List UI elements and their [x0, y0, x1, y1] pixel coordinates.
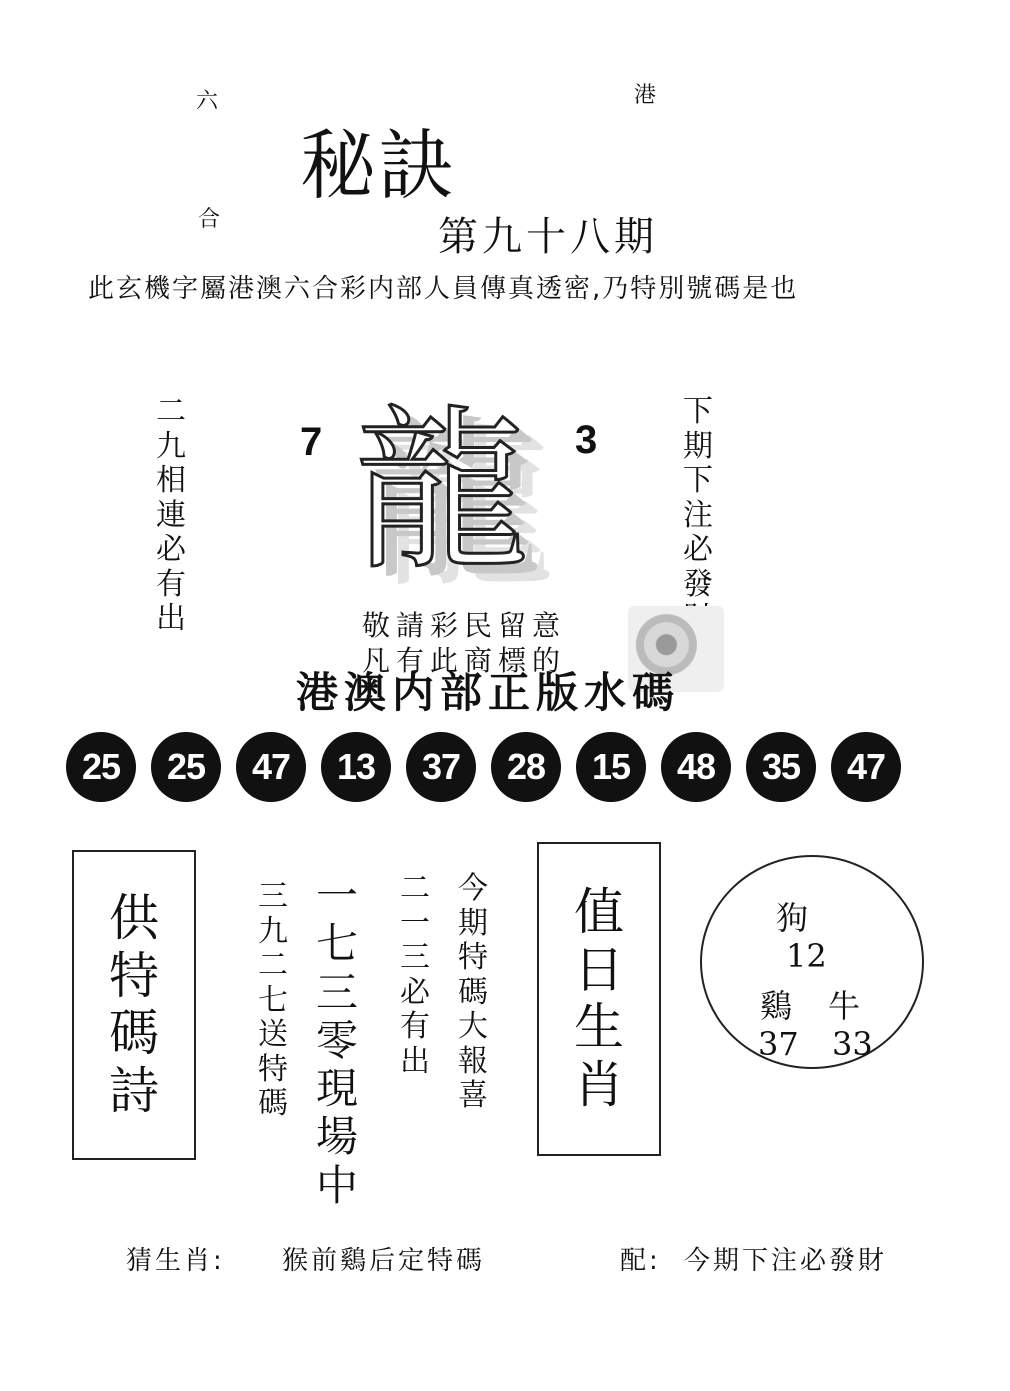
zodiac-title-char: 日: [574, 940, 624, 999]
pair-text: 今期下注必發財: [684, 1246, 888, 1276]
right-char: 期: [683, 428, 713, 464]
zodiac-number: 33: [832, 1025, 873, 1063]
left-char: 二: [156, 394, 186, 429]
poem-char: 特: [258, 1051, 288, 1087]
poem-column-4: [458, 872, 488, 1114]
notice-line: 凡有此商標的: [362, 644, 567, 677]
poem-char: 七: [316, 919, 359, 969]
poem-char: 報: [458, 1043, 488, 1079]
right-char: 注: [683, 497, 713, 533]
poem-column-3: [400, 872, 430, 1079]
dragon-logo-char: 龍: [354, 391, 529, 594]
poem-char: 二: [258, 948, 288, 983]
poem-char: 場: [316, 1112, 359, 1162]
intro-text: 此玄機字屬港澳六合彩内部人員傳真透密,乃特別號碼是也: [88, 274, 799, 304]
corner-char-mid-left: 合: [198, 207, 221, 232]
poem-char: 現: [316, 1064, 359, 1114]
poem-char: 喜: [458, 1078, 488, 1113]
poem-column-1: [258, 880, 288, 1122]
page-title: 秘訣: [300, 121, 456, 210]
poem-column-2: [316, 872, 358, 1210]
number-ball: 15: [576, 732, 646, 802]
poem-char: 零: [316, 1015, 359, 1065]
poem-char: 三: [316, 967, 359, 1017]
poem-char: 二: [400, 871, 430, 906]
number-balls-row: [66, 732, 901, 802]
number-ball: 28: [491, 732, 561, 802]
zodiac-title-char: 生: [574, 998, 624, 1056]
right-digit: 3: [575, 418, 598, 462]
poem-char: 必: [400, 974, 430, 1010]
zodiac-label: 牛: [828, 987, 861, 1025]
poem-title-box: [72, 850, 196, 1160]
zodiac-title-char: 值: [574, 883, 624, 941]
poem-char: 中: [316, 1160, 359, 1210]
issue-number: 第九十八期: [438, 214, 658, 260]
number-ball: 48: [661, 732, 731, 802]
pair-label: 配:: [620, 1246, 661, 1276]
poem-title-char: 碼: [109, 1004, 159, 1062]
number-ball: 35: [746, 732, 816, 802]
poem-char: 出: [400, 1043, 430, 1079]
zodiac-circle: [700, 855, 924, 1069]
zodiac-number: 37: [758, 1025, 799, 1063]
poem-char: 碼: [458, 974, 488, 1010]
zodiac-label: 狗: [776, 899, 809, 937]
brand-text: 港澳内部正版水碼: [296, 668, 681, 717]
zodiac-title-box: [537, 842, 661, 1156]
left-char: 有: [156, 566, 186, 602]
guess-text: 猴前鷄后定特碼: [282, 1246, 486, 1276]
number-ball: 37: [406, 732, 476, 802]
right-char: 下: [683, 463, 713, 498]
notice-line: 敬請彩民留意: [362, 609, 567, 642]
zodiac-title-char: 肖: [574, 1055, 624, 1114]
left-char: 連: [156, 497, 186, 533]
poem-char: 七: [258, 982, 288, 1018]
corner-char-top-left: 六: [196, 89, 219, 114]
poem-char: 期: [458, 905, 488, 941]
left-vertical-text: [156, 395, 186, 637]
left-digit: 7: [300, 420, 323, 464]
left-char: 出: [156, 601, 186, 636]
poem-char: 大: [458, 1009, 488, 1044]
poem-title-char: 供: [109, 889, 159, 947]
right-char: 發: [683, 566, 713, 602]
number-ball: 13: [321, 732, 391, 802]
zodiac-number: 12: [786, 937, 827, 975]
number-ball: 25: [66, 732, 136, 802]
poem-title-char: 詩: [109, 1061, 159, 1120]
right-char: 必: [683, 532, 713, 567]
number-ball: 47: [236, 732, 306, 802]
poem-char: 一: [400, 905, 430, 941]
poem-char: 今: [458, 871, 488, 906]
poem-char: 送: [258, 1017, 288, 1052]
poem-title-char: 特: [109, 946, 159, 1005]
left-char: 必: [156, 532, 186, 567]
dragon-logo: [350, 391, 550, 595]
poem-char: 三: [258, 879, 288, 914]
number-ball: 47: [831, 732, 901, 802]
poem-char: 特: [458, 940, 488, 975]
left-char: 九: [156, 428, 186, 464]
poem-char: 碼: [258, 1086, 288, 1121]
corner-char-top-right: 港: [634, 83, 657, 108]
zodiac-label: 鷄: [760, 987, 793, 1025]
number-ball: 25: [151, 732, 221, 802]
poem-char: 有: [400, 1009, 430, 1044]
right-char: 下: [683, 394, 713, 429]
right-vertical-text: [683, 395, 713, 637]
poem-char: 九: [258, 913, 288, 949]
poem-char: 三: [400, 940, 430, 975]
left-char: 相: [156, 463, 186, 498]
poem-char: 一: [316, 871, 359, 920]
guess-label: 猜生肖:: [126, 1246, 225, 1276]
